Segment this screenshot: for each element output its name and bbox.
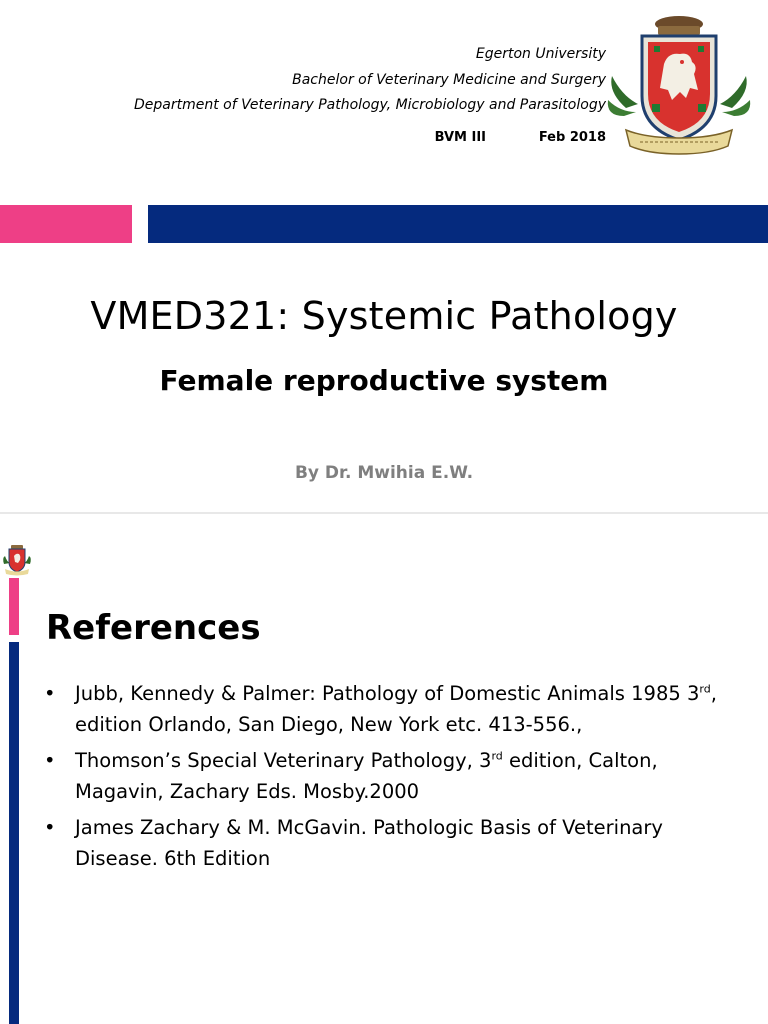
references-heading: References	[46, 608, 261, 648]
institution-name: Egerton University	[475, 46, 606, 62]
reference-text-cont: , edition Orlando, San Diego, New York etc. 413-556.,	[75, 682, 717, 736]
side-accent-pink	[9, 578, 19, 635]
university-crest-small-icon	[2, 544, 32, 576]
bullet-marker: •	[44, 749, 56, 772]
reference-item	[44, 745, 724, 807]
bullet-marker: •	[44, 682, 56, 705]
reference-superscript: rd	[699, 682, 711, 696]
reference-text: Jubb, Kennedy & Palmer: Pathology of Domestic Animals 1985 3	[75, 682, 700, 705]
course-date: Feb 2018	[538, 130, 606, 145]
side-accent-navy	[9, 642, 19, 1024]
reference-superscript: rd	[491, 749, 503, 763]
references-slide	[0, 512, 768, 1024]
bullet-marker: •	[44, 816, 56, 839]
slide-subtitle: Female reproductive system	[159, 364, 609, 397]
reference-item	[44, 678, 724, 740]
slide-title: VMED321: Systemic Pathology	[90, 294, 678, 338]
author-line: By Dr. Mwihia E.W.	[294, 463, 474, 483]
university-crest-icon	[606, 12, 752, 156]
department-name: Department of Veterinary Pathology, Microbiology and Parasitology	[134, 97, 606, 113]
reference-text: James Zachary & M. McGavin. Pathologic Basis of Veterinary Disease. 6th Edition	[75, 816, 663, 870]
accent-bar-pink	[0, 205, 132, 243]
program-name: Bachelor of Veterinary Medicine and Surgery	[292, 72, 606, 88]
reference-item	[44, 812, 724, 874]
reference-text: Thomson’s Special Veterinary Pathology, 3	[75, 749, 492, 772]
course-level: BVM III	[434, 130, 486, 145]
references-list	[44, 678, 724, 879]
accent-bar-navy	[148, 205, 768, 243]
reference-text-cont: edition, Calton, Magavin, Zachary Eds. Mosby.2000	[75, 749, 658, 803]
